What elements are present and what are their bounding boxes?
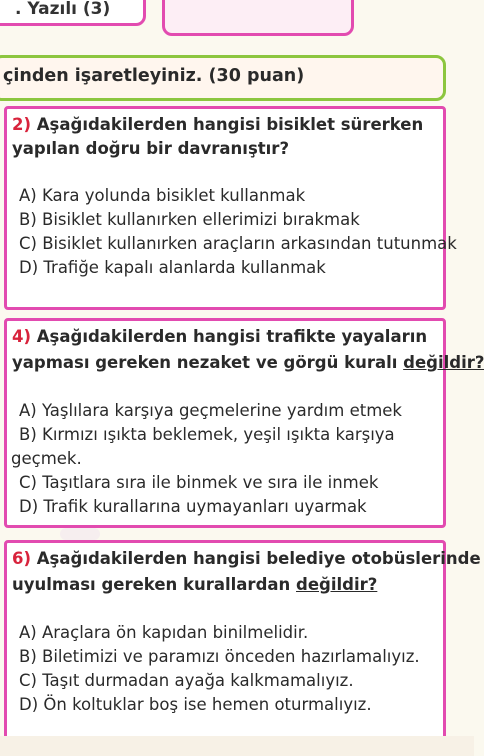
question-6-line1 xyxy=(12,549,481,568)
question-2-option-b[interactable]: B) Bisiklet kullanırken ellerimizi bırakmak xyxy=(19,210,360,229)
question-2-option-c[interactable]: C) Bisiklet kullanırken araçların arkasından tutunmak xyxy=(19,234,457,253)
question-2-number: 2) xyxy=(12,115,32,134)
page-bottom-edge xyxy=(0,736,474,756)
question-2-option-a[interactable]: A) Kara yolunda bisiklet kullanmak xyxy=(19,186,306,205)
question-2-line1 xyxy=(12,115,423,134)
question-2-stem-1: Aşağıdakilerden hangisi bisiklet sürerken xyxy=(36,115,424,134)
instruction-text: çinden işaretleyiniz. (30 puan) xyxy=(3,66,305,86)
question-6-stem-1: Aşağıdakilerden hangisi belediye otobüslerinde xyxy=(36,549,481,568)
question-6-line2 xyxy=(12,575,377,594)
question-2-box xyxy=(4,106,457,310)
question-4-option-b-cont[interactable]: geçmek. xyxy=(11,449,82,468)
question-4-option-b[interactable]: B) Kırmızı ışıkta beklemek, yeşil ışıkta karşıya xyxy=(19,425,395,444)
question-6-stem-2: uyulması gereken kurallardan xyxy=(12,575,297,594)
decorative-box xyxy=(162,0,354,36)
question-6-option-b[interactable]: B) Biletimizi ve paramızı önceden hazırlamalıyız. xyxy=(19,647,420,666)
question-4-stem-1: Aşağıdakilerden hangisi trafikte yayaların xyxy=(36,327,428,346)
question-4-negation: değildir? xyxy=(403,353,484,372)
question-6-box xyxy=(4,540,481,742)
question-4-option-c[interactable]: C) Taşıtlara sıra ile binmek ve sıra ile inmek xyxy=(19,473,379,492)
instruction-banner xyxy=(0,55,446,101)
question-6-option-c[interactable]: C) Taşıt durmadan ayağa kalkmamalıyız. xyxy=(19,671,354,690)
question-4-option-a[interactable]: A) Yaşlılara karşıya geçmelerine yardım etmek xyxy=(19,401,402,420)
question-4-stem-2: yapması gereken nezaket ve görgü kuralı xyxy=(12,353,404,372)
question-2-option-d[interactable]: D) Trafiğe kapalı alanlarda kullanmak xyxy=(19,258,326,277)
question-6-negation: değildir? xyxy=(296,575,378,594)
question-4-box xyxy=(4,318,484,528)
question-4-line1 xyxy=(12,327,427,346)
question-6-option-a[interactable]: A) Araçlara ön kapıdan binilmelidir. xyxy=(19,623,309,642)
question-4-line2 xyxy=(12,353,484,372)
question-6-number: 6) xyxy=(12,549,32,568)
question-6-option-d[interactable]: D) Ön koltuklar boş ise hemen oturmalıyız. xyxy=(19,695,372,714)
question-2-line2: yapılan doğru bir davranıştır? xyxy=(12,139,290,158)
exam-title-box xyxy=(0,0,146,26)
faint-mark xyxy=(60,528,100,540)
question-4-option-d[interactable]: D) Trafik kurallarına uymayanları uyarmak xyxy=(19,497,367,516)
question-4-number: 4) xyxy=(12,327,32,346)
exam-title: . Yazılı (3) xyxy=(15,0,111,19)
